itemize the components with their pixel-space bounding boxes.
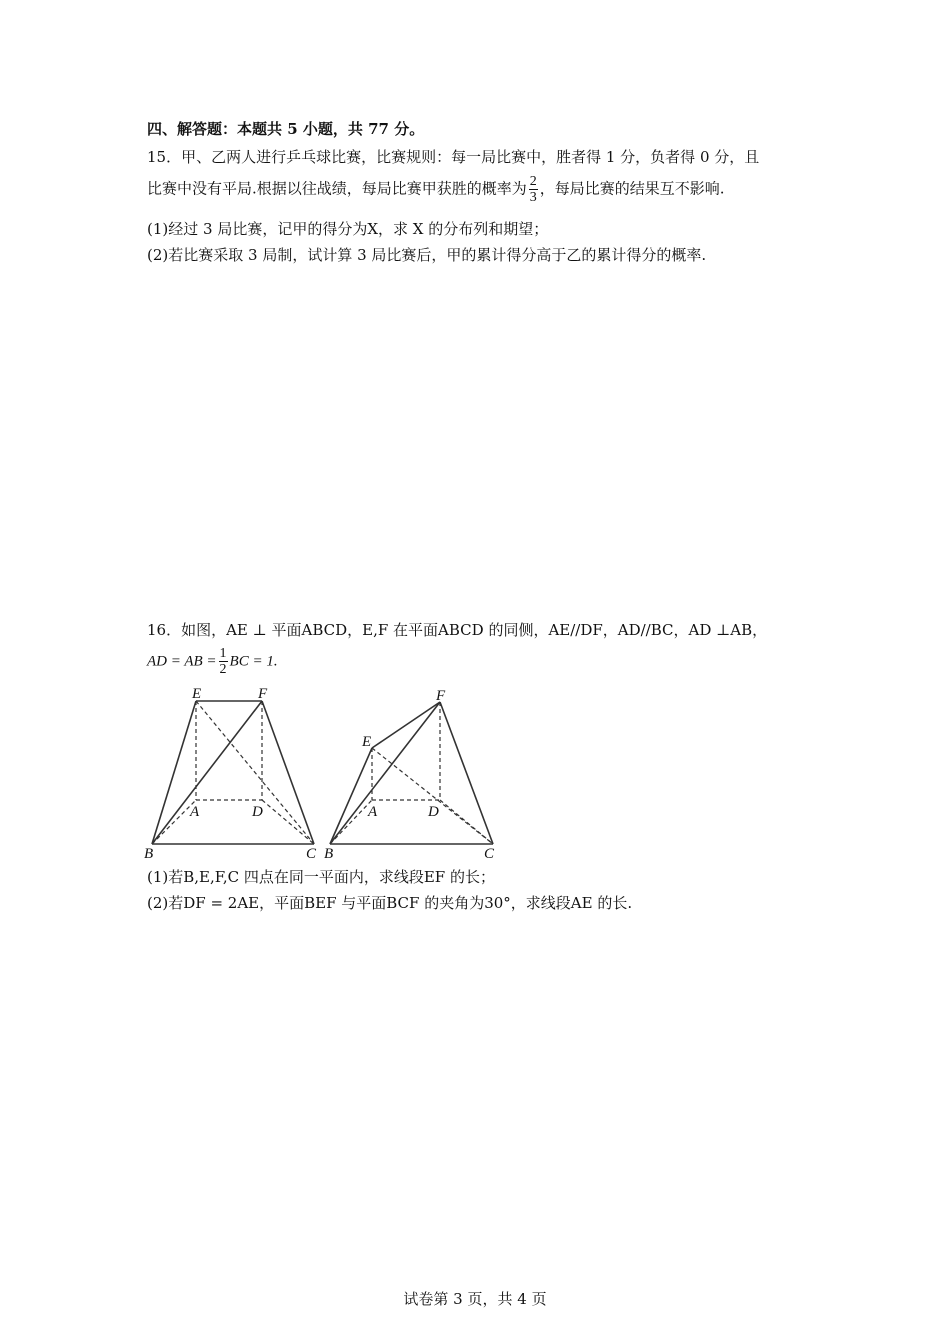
fig1-label-A: A: [190, 804, 200, 820]
fig1-label-D: D: [252, 804, 263, 820]
fig2-label-D: D: [428, 804, 439, 820]
fig1-label-E: E: [192, 686, 202, 702]
q16-part1: (1)若B,E,F,C 四点在同一平面内，求线段EF 的长；: [147, 868, 495, 886]
section-title: 四、解答题：本题共 5 小题，共 77 分。: [147, 120, 425, 138]
edge-BA: [330, 800, 372, 844]
edge-BF: [152, 701, 262, 844]
q15-line1: 15．甲、乙两人进行乒乓球比赛，比赛规则：每一局比赛中，胜者得 1 分，负者得 0 分，且: [147, 148, 760, 166]
edge-FC: [262, 701, 314, 844]
fig1-label-F: F: [258, 686, 268, 702]
q15-line2-before: 比赛中没有平局.根据以往战绩，每局比赛甲获胜的概率为: [147, 179, 527, 198]
q15-line2-after: ，每局比赛的结果互不影响.: [539, 179, 725, 198]
figure-2: [330, 702, 493, 844]
fig2-label-E: E: [362, 734, 372, 750]
fig2-label-C: C: [484, 846, 495, 862]
q15-part2: (2)若比赛采取 3 局制，试计算 3 局比赛后，甲的累计得分高于乙的累计得分的概率.: [147, 246, 707, 264]
q16-line2-before: AD = AB =: [147, 653, 217, 670]
q16-line2: [147, 646, 278, 677]
fraction-numerator: 1: [219, 646, 227, 661]
q16-line2-after: BC = 1.: [229, 653, 278, 670]
fig1-label-C: C: [306, 846, 317, 862]
edge-BF: [330, 702, 440, 844]
fig2-label-F: F: [436, 688, 446, 704]
fig1-label-B: B: [144, 846, 154, 862]
fraction-numerator: 2: [529, 174, 537, 189]
q16-half-fraction: [219, 646, 228, 677]
q15-probability-fraction: [529, 174, 538, 205]
fraction-denominator: 3: [529, 190, 537, 205]
q16-line1: 16．如图，AE ⊥ 平面ABCD，E,F 在平面ABCD 的同侧，AE//DF，AD//BC，AD ⊥AB，: [147, 621, 768, 639]
fig2-label-B: B: [324, 846, 334, 862]
page-footer: 试卷第 3 页，共 4 页: [403, 1290, 547, 1308]
q15-part1: (1)经过 3 局比赛，记甲的得分为X，求 X 的分布列和期望；: [147, 220, 549, 238]
q16-figures: [140, 684, 500, 864]
edge-EF: [372, 702, 440, 748]
fig2-label-A: A: [368, 804, 378, 820]
edge-BE: [330, 748, 372, 844]
q16-part2: (2)若DF = 2AE，平面BEF 与平面BCF 的夹角为30°，求线段AE 的长.: [147, 894, 633, 912]
edge-EC: [196, 701, 314, 844]
figure-1: [152, 701, 314, 844]
q15-line2: [147, 174, 725, 205]
fraction-denominator: 2: [219, 662, 227, 677]
